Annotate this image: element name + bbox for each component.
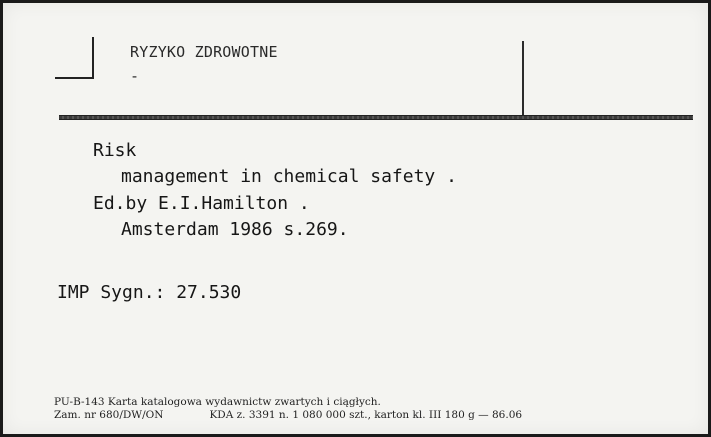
entry-title-line-1: Risk: [93, 140, 137, 161]
entry-editor: Ed.by E.I.Hamilton .: [93, 193, 310, 214]
call-number: IMP Sygn.: 27.530: [57, 282, 242, 303]
footer-print-run: KDA z. 3391 n. 1 080 000 szt., karton kl. III 180 g — 86.06: [209, 409, 523, 421]
catalog-card: [3, 3, 708, 434]
corner-bracket-horizontal: [55, 77, 94, 79]
header-divider-horizontal: [59, 115, 693, 120]
corner-bracket-vertical: [92, 37, 94, 79]
entry-title-line-2: management in chemical safety .: [121, 166, 457, 187]
footer-order-number: Zam. nr 680/DW/ON: [54, 409, 164, 421]
subject-dash: -: [130, 67, 140, 85]
header-divider-vertical: [522, 41, 524, 115]
footer-print-info: [54, 410, 522, 421]
subject-heading: RYZYKO ZDROWOTNE: [130, 43, 278, 61]
footer-form-title: PU-B-143 Karta katalogowa wydawnictw zwartych i ciągłych.: [54, 396, 381, 408]
entry-publication: Amsterdam 1986 s.269.: [121, 219, 349, 240]
